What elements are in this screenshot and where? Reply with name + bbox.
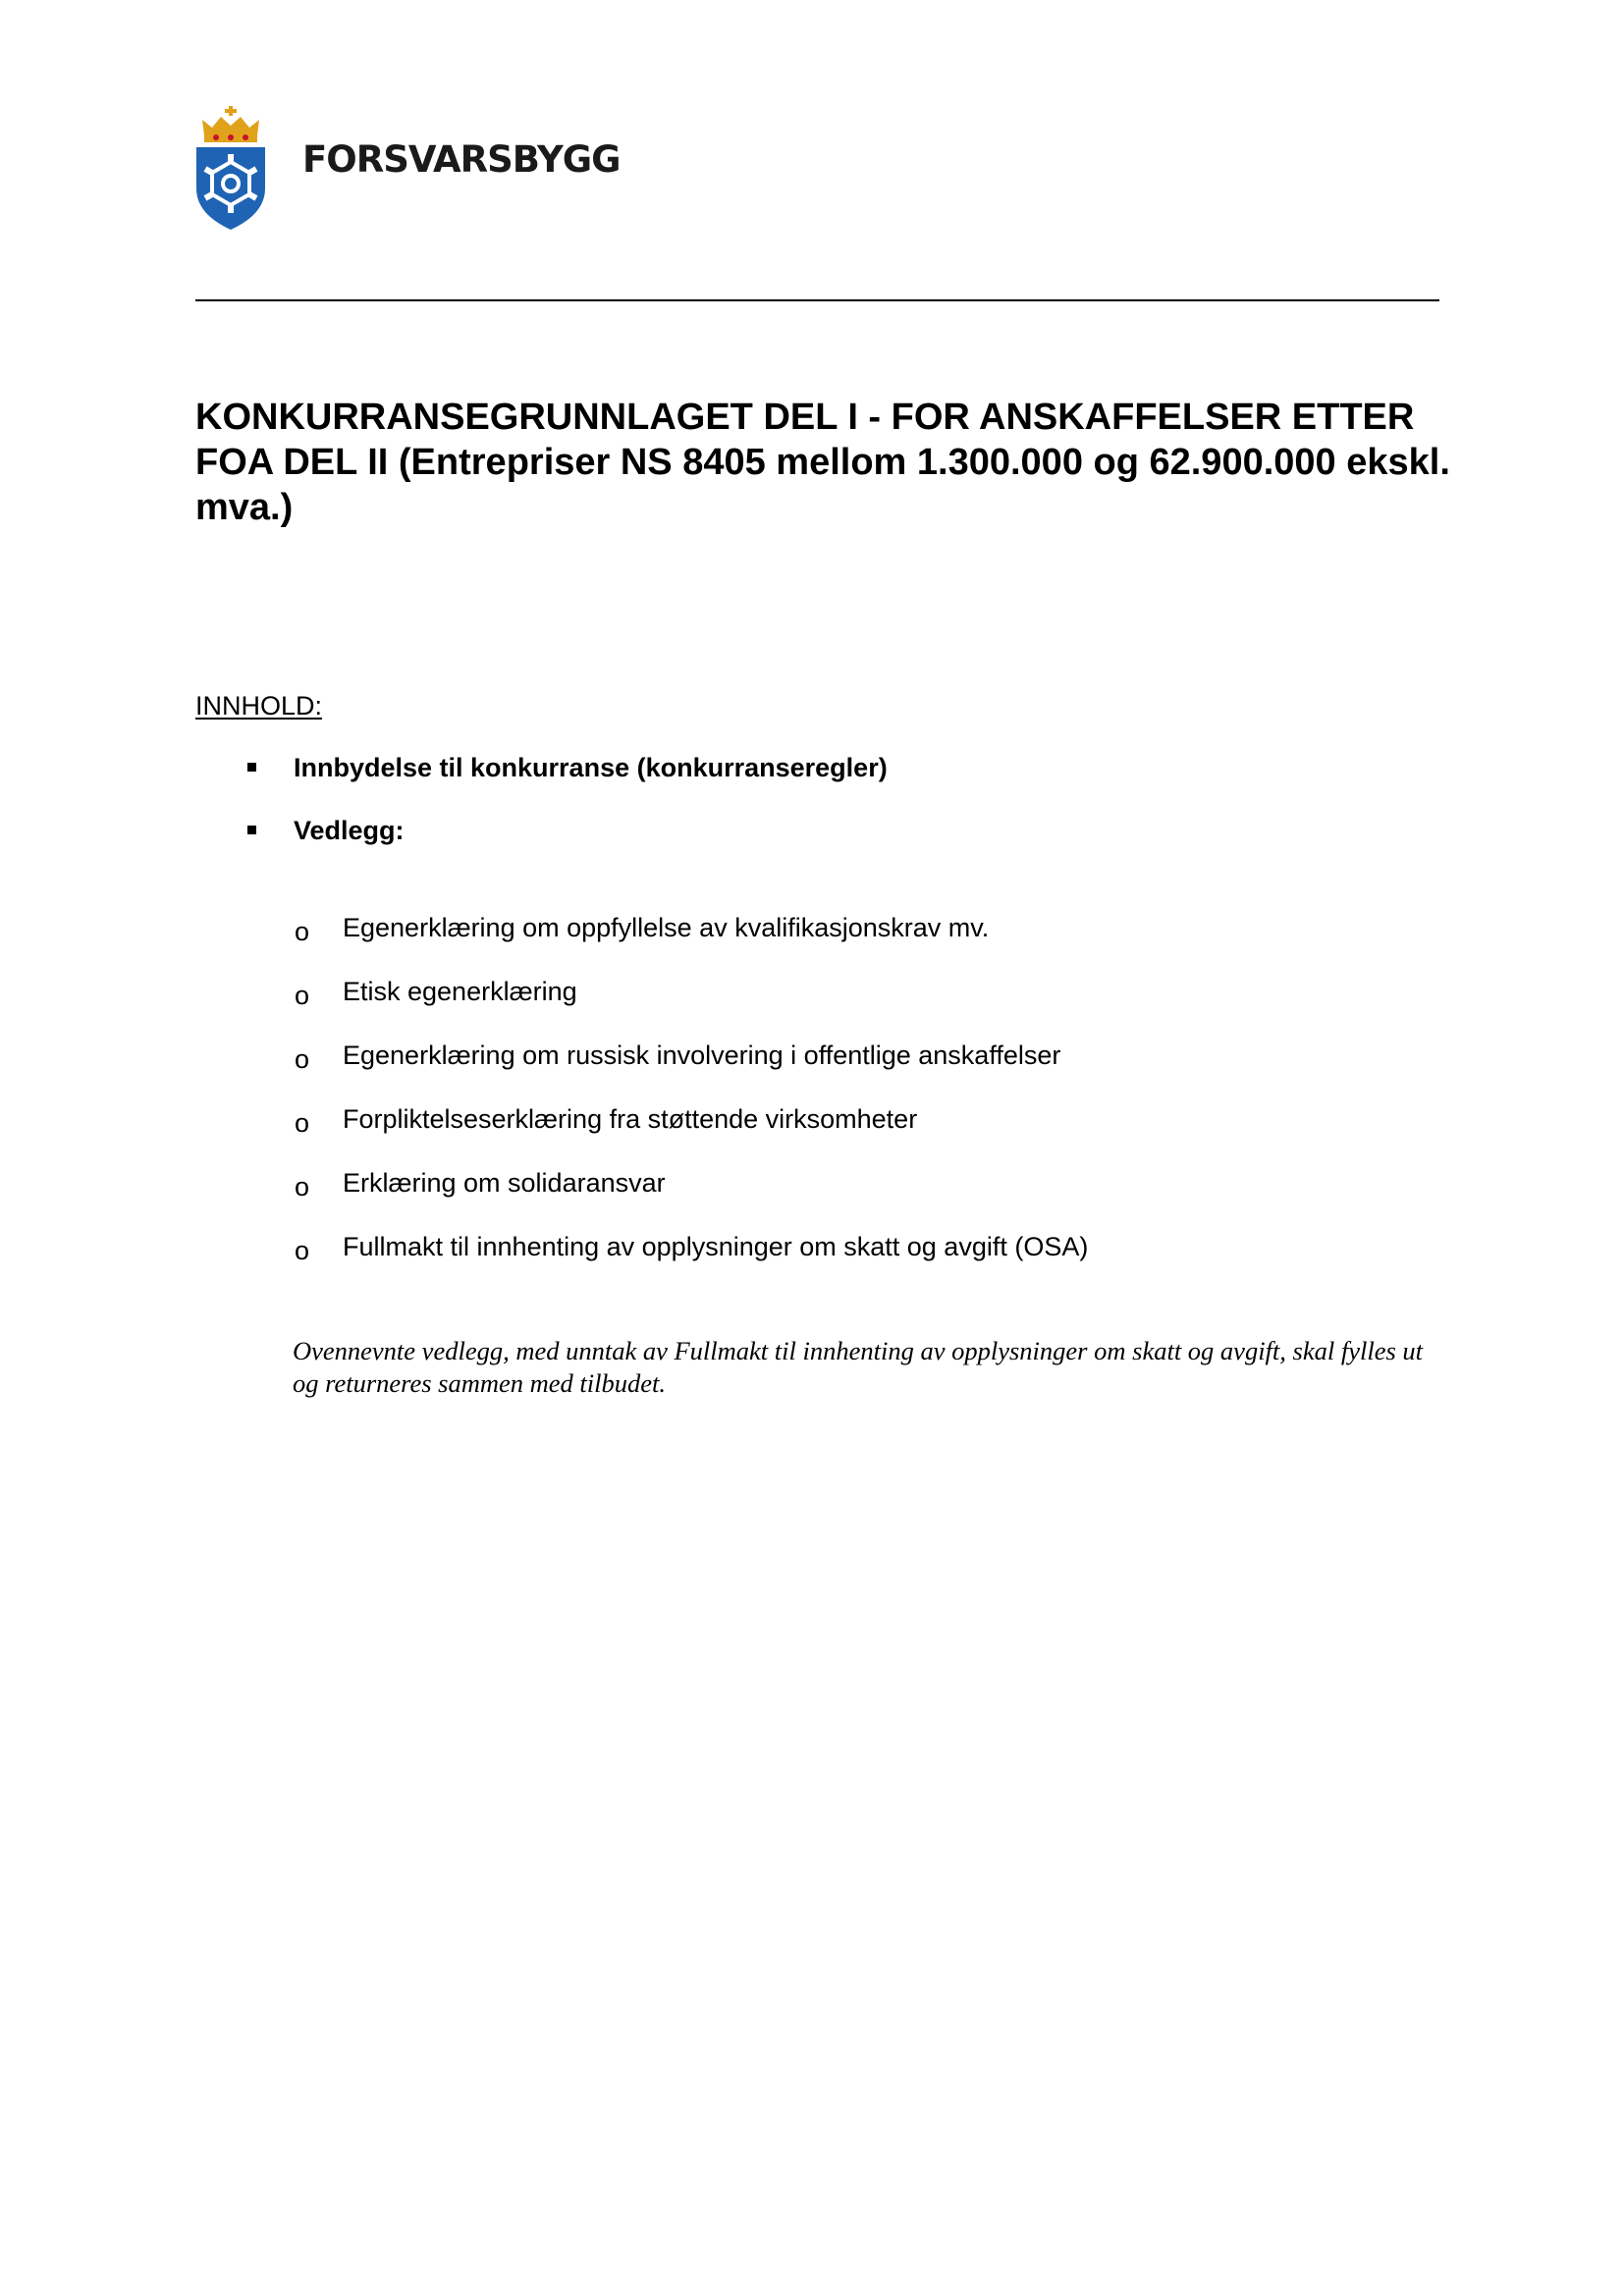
circle-bullet-icon: o xyxy=(295,1044,310,1074)
square-bullet-icon xyxy=(247,826,256,834)
circle-bullet-icon: o xyxy=(295,981,310,1010)
attachments-note: Ovennevnte vedlegg, med unntak av Fullmakt til innhenting av opplysninger om skatt og avgift, skal fylles ut og returneres sammen med tilbudet. xyxy=(293,1336,1424,1398)
list-item-label: Vedlegg: xyxy=(294,816,405,845)
contents-heading: INNHOLD: xyxy=(195,691,323,721)
attachment-label: Etisk egenerklæring xyxy=(343,977,577,1006)
attachment-label: Fullmakt til innhenting av opplysninger om skatt og avgift (OSA) xyxy=(343,1232,1089,1261)
circle-bullet-icon: o xyxy=(295,917,310,946)
forsvarsbygg-emblem-icon xyxy=(194,106,267,230)
attachment-label: Erklæring om solidaransvar xyxy=(343,1168,666,1198)
attachment-label: Egenerklæring om russisk involvering i offentlige anskaffelser xyxy=(343,1041,1061,1070)
circle-bullet-icon: o xyxy=(295,1172,310,1201)
list-item-label: Innbydelse til konkurranse (konkurranseregler) xyxy=(294,753,888,782)
attachment-label: Forpliktelseserklæring fra støttende virksomheter xyxy=(343,1104,918,1134)
circle-bullet-icon: o xyxy=(295,1108,310,1138)
attachment-label: Egenerklæring om oppfyllelse av kvalifikasjonskrav mv. xyxy=(343,913,990,942)
logo-wordmark: FORSVARSBYGG xyxy=(302,138,621,181)
square-bullet-icon xyxy=(247,763,256,772)
circle-bullet-icon: o xyxy=(295,1236,310,1265)
document-title: KONKURRANSEGRUNNLAGET DEL I - FOR ANSKAFFELSER ETTER FOA DEL II (Entrepriser NS 8405 mellom 1.300.000 og 62.900.000 ekskl. mva.) xyxy=(195,397,1450,528)
header-divider xyxy=(195,299,1439,301)
